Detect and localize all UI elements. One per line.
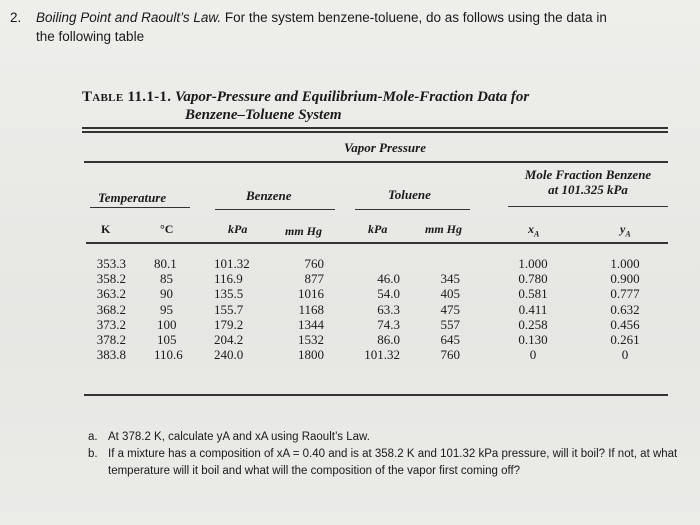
mole-fraction-header-line2: at 101.325 kPa	[548, 182, 628, 197]
table-caption-line1: Vapor-Pressure and Equilibrium-Mole-Fraction Data for	[175, 89, 530, 105]
problem-text-line1: For the system benzene-toluene, do as follows using the data in	[224, 10, 607, 25]
cell-ya: 0.456	[610, 316, 640, 332]
cell-benzene-mmhg: 877	[304, 271, 324, 287]
cell-c: 105	[157, 331, 177, 347]
unit-benzene-kpa: kPa	[228, 222, 248, 236]
cell-xa: 0	[529, 347, 537, 363]
cell-c: 95	[160, 301, 173, 317]
unit-c: °C	[160, 222, 174, 236]
cell-k: 363.2	[96, 286, 126, 302]
unit-ya: $y_A$	[620, 222, 631, 239]
unit-xa: $x_A$	[528, 222, 540, 239]
table-label: Table 11.1-1.	[82, 89, 172, 105]
cell-ya: 0.900	[610, 271, 640, 287]
cell-ya: 0.261	[610, 331, 640, 347]
cell-toluene-kpa: 54.0	[377, 286, 400, 302]
cell-xa: 0.780	[518, 271, 548, 287]
cell-benzene-kpa: 135.5	[214, 286, 244, 302]
cell-benzene-mmhg: 1016	[298, 286, 324, 302]
cell-k: 378.2	[96, 331, 126, 347]
toluene-header: Toluene	[388, 187, 431, 202]
question-a	[88, 429, 678, 446]
cell-toluene-mmhg: 645	[440, 331, 460, 347]
cell-c: 90	[160, 286, 173, 302]
table-title	[82, 88, 529, 124]
cell-toluene-mmhg: 405	[440, 286, 460, 302]
cell-k: 353.3	[96, 256, 126, 271]
problem-text-line2: the following table	[36, 29, 145, 44]
table-caption-line2: Benzene–Toluene System	[185, 107, 342, 123]
temperature-header: Temperature	[98, 190, 167, 205]
column-ya	[598, 256, 652, 362]
cell-benzene-mmhg: 760	[304, 256, 324, 271]
question-letter: a.	[88, 431, 98, 443]
cell-ya: 0.632	[610, 301, 640, 317]
cell-toluene-kpa: 101.32	[364, 347, 400, 363]
cell-benzene-mmhg: 1344	[298, 316, 324, 332]
cell-xa: 0.581	[518, 286, 548, 302]
problem-number: 2.	[10, 10, 22, 25]
unit-toluene-mmhg: mm Hg	[425, 222, 463, 236]
table-top-rule-1	[82, 127, 668, 129]
cell-toluene-kpa: 46.0	[377, 271, 400, 287]
unit-toluene-kpa: kPa	[368, 222, 388, 236]
column-benzene-mmhg	[288, 256, 324, 362]
cell-ya: 1.000	[610, 256, 640, 271]
cell-toluene-mmhg: 760	[440, 347, 460, 363]
toluene-rule	[355, 209, 470, 210]
table-top-rule-2	[82, 131, 668, 133]
vapor-pressure-header: Vapor Pressure	[344, 140, 426, 155]
vapor-pressure-rule	[84, 161, 668, 163]
cell-benzene-mmhg: 1168	[298, 301, 324, 317]
question-letter: b.	[88, 448, 98, 460]
cell-ya: 0.777	[610, 286, 640, 302]
table-bottom-rule	[84, 394, 668, 396]
column-toluene-mmhg	[428, 256, 460, 362]
unit-k: K	[101, 222, 111, 236]
temperature-rule	[90, 207, 190, 208]
benzene-header: Benzene	[246, 188, 292, 203]
cell-xa: 0.411	[518, 301, 548, 317]
cell-toluene-kpa: 63.3	[377, 301, 400, 317]
mole-fraction-header	[508, 167, 668, 197]
question-list	[88, 429, 678, 480]
column-xa	[506, 256, 560, 362]
question-text: At 378.2 K, calculate yA and xA using Raoult’s Law.	[108, 431, 370, 443]
cell-toluene-mmhg	[428, 256, 460, 271]
question-b	[88, 446, 678, 480]
cell-xa: 1.000	[518, 256, 548, 271]
cell-benzene-kpa: 179.2	[214, 316, 244, 332]
cell-c: 80.1	[154, 256, 177, 271]
cell-benzene-mmhg: 1532	[298, 331, 324, 347]
cell-c: 100	[157, 316, 177, 332]
cell-benzene-kpa: 240.0	[214, 347, 244, 363]
cell-k: 383.8	[96, 347, 126, 363]
cell-ya: 0	[621, 347, 629, 363]
cell-benzene-kpa: 204.2	[214, 331, 244, 347]
problem-title: Boiling Point and Raoult’s Law.	[36, 10, 222, 25]
mole-fraction-rule	[508, 206, 668, 207]
cell-benzene-mmhg: 1800	[298, 347, 324, 363]
cell-benzene-kpa: 101.32	[214, 256, 250, 271]
mole-fraction-header-line1: Mole Fraction Benzene	[524, 167, 652, 182]
column-k	[88, 256, 126, 362]
cell-k: 373.2	[96, 316, 126, 332]
cell-toluene-mmhg: 345	[440, 271, 460, 287]
unit-benzene-mmhg: mm Hg	[285, 224, 323, 238]
cell-c: 85	[160, 271, 173, 287]
column-toluene-kpa	[350, 256, 400, 362]
cell-benzene-kpa: 116.9	[214, 271, 243, 287]
cell-xa: 0.130	[518, 331, 548, 347]
cell-k: 368.2	[96, 301, 126, 317]
cell-toluene-kpa	[350, 256, 400, 271]
cell-toluene-kpa: 74.3	[377, 316, 400, 332]
cell-toluene-mmhg: 557	[440, 316, 460, 332]
question-text: If a mixture has a composition of xA = 0.40 and is at 358.2 K and 101.32 kPa pressure, will it boil? If not, at what temperature will it boil and what will the composition of the vapor first coming off?	[108, 448, 678, 477]
problem-statement	[10, 8, 690, 46]
cell-k: 358.2	[96, 271, 126, 287]
cell-xa: 0.258	[518, 316, 548, 332]
cell-c: 110.6	[154, 347, 183, 363]
cell-toluene-mmhg: 475	[440, 301, 460, 317]
cell-benzene-kpa: 155.7	[214, 301, 244, 317]
column-benzene-kpa	[214, 256, 262, 362]
units-rule	[86, 242, 668, 244]
cell-toluene-kpa: 86.0	[377, 331, 400, 347]
benzene-rule	[215, 209, 335, 210]
column-c	[154, 256, 194, 362]
